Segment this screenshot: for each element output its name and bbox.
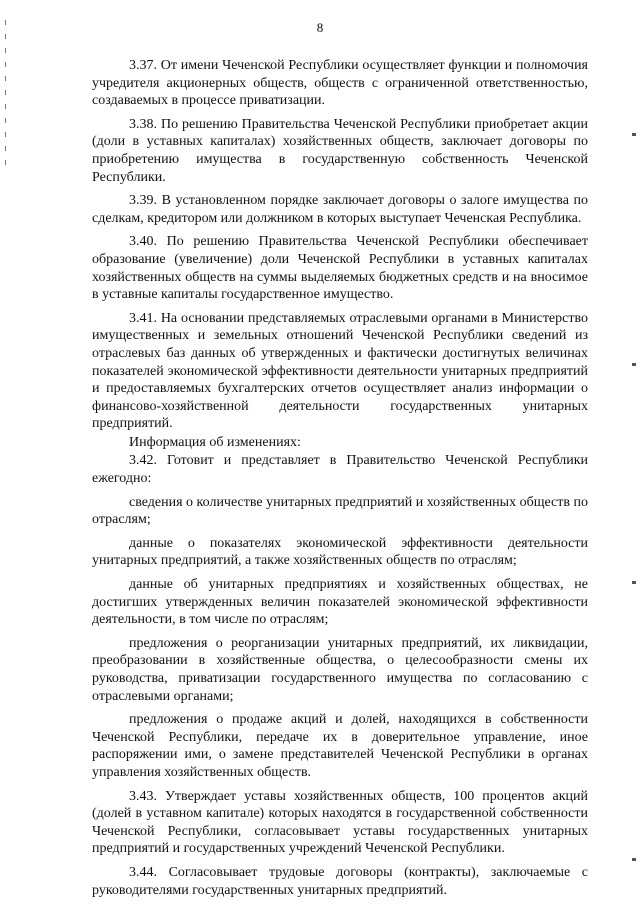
scan-margin-mark xyxy=(632,133,636,136)
list-item-reorganization: предложения о реорганизации унитарных предприятий, их ликвидации, преобразовании в хозяйственные общества, о целесообразности смены их руководства, приватизации государственного имущества по согласованию с отраслевыми органами; xyxy=(92,635,588,704)
scan-margin-mark xyxy=(632,581,636,584)
change-info-note: Информация об изменениях: xyxy=(129,434,301,450)
paragraph-3-38: 3.38. По решению Правительства Чеченской Республики приобретает акции (доли в уставных капиталах) хозяйственных обществ, заключает договоры по приобретению имущества в государственную собственность Чеченской Республики. xyxy=(92,116,588,185)
paragraph-3-41: 3.41. На основании представляемых отраслевыми органами в Министерство имущественных и земельных отношений Чеченской Республики сведений из отраслевых баз данных об утвержденных и фактически достигнутых величинах показателей экономической эффективности деятельности унитарных предприятий и предоставляемых бухгалтерских отчетов осуществляет анализ информации о финансово-хозяйственной деятельности государственных унитарных предприятий. xyxy=(92,310,588,432)
list-item-efficiency-data: данные о показателях экономической эффективности деятельности унитарных предприятий, а также хозяйственных обществ по отраслям; xyxy=(92,535,588,569)
paragraph-3-44: 3.44. Согласовывает трудовые договоры (контракты), заключаемые с руководителями государственных унитарных предприятий. xyxy=(92,864,588,898)
scan-margin-mark xyxy=(632,363,636,366)
document-body xyxy=(92,57,588,905)
paragraph-3-42: 3.42. Готовит и представляет в Правительство Чеченской Республики ежегодно: xyxy=(92,453,588,487)
paragraph-3-40: 3.40. По решению Правительства Чеченской Республики обеспечивает образование (увеличение) доли Чеченской Республики в уставных капиталах хозяйственных обществ на суммы выделяемых бюджетных средств и на вносимое в уставные капиталы государственное имущество. xyxy=(92,234,588,303)
list-item-underperformers: данные об унитарных предприятиях и хозяйственных обществах, не достигших утвержденных величин показателей экономической эффективности деятельности, в том числе по отраслям; xyxy=(92,577,588,628)
list-item-share-sale: предложения о продаже акций и долей, находящихся в собственности Чеченской Республики, передаче их в доверительное управление, иное распоряжении ими, о замене представителей Чеченской Республики в органах управления хозяйственных обществ. xyxy=(92,712,588,780)
list-item-enterprise-count: сведения о количестве унитарных предприятий и хозяйственных обществ по отраслям; xyxy=(92,494,588,528)
paragraph-3-39: 3.39. В установленном порядке заключает договоры о залоге имущества по сделкам, кредитором или должником в которых выступает Чеченская Республика. xyxy=(92,193,588,226)
page-number: 8 xyxy=(316,20,324,35)
paragraph-3-43: 3.43. Утверждает уставы хозяйственных обществ, 100 процентов акций (долей в уставном капитале) которых находятся в государственной собственности Чеченской Республики, согласовывает уставы государственных унитарных предприятий и государственных учреждений Чеченской Республики. xyxy=(92,788,588,857)
paragraph-3-37: 3.37. От имени Чеченской Республики осуществляет функции и полномочия учредителя акционерных обществ, обществ с ограниченной ответственностью, создаваемых в процессе приватизации. xyxy=(92,58,588,109)
scan-margin-marks xyxy=(5,20,8,180)
scan-margin-mark xyxy=(632,858,636,861)
